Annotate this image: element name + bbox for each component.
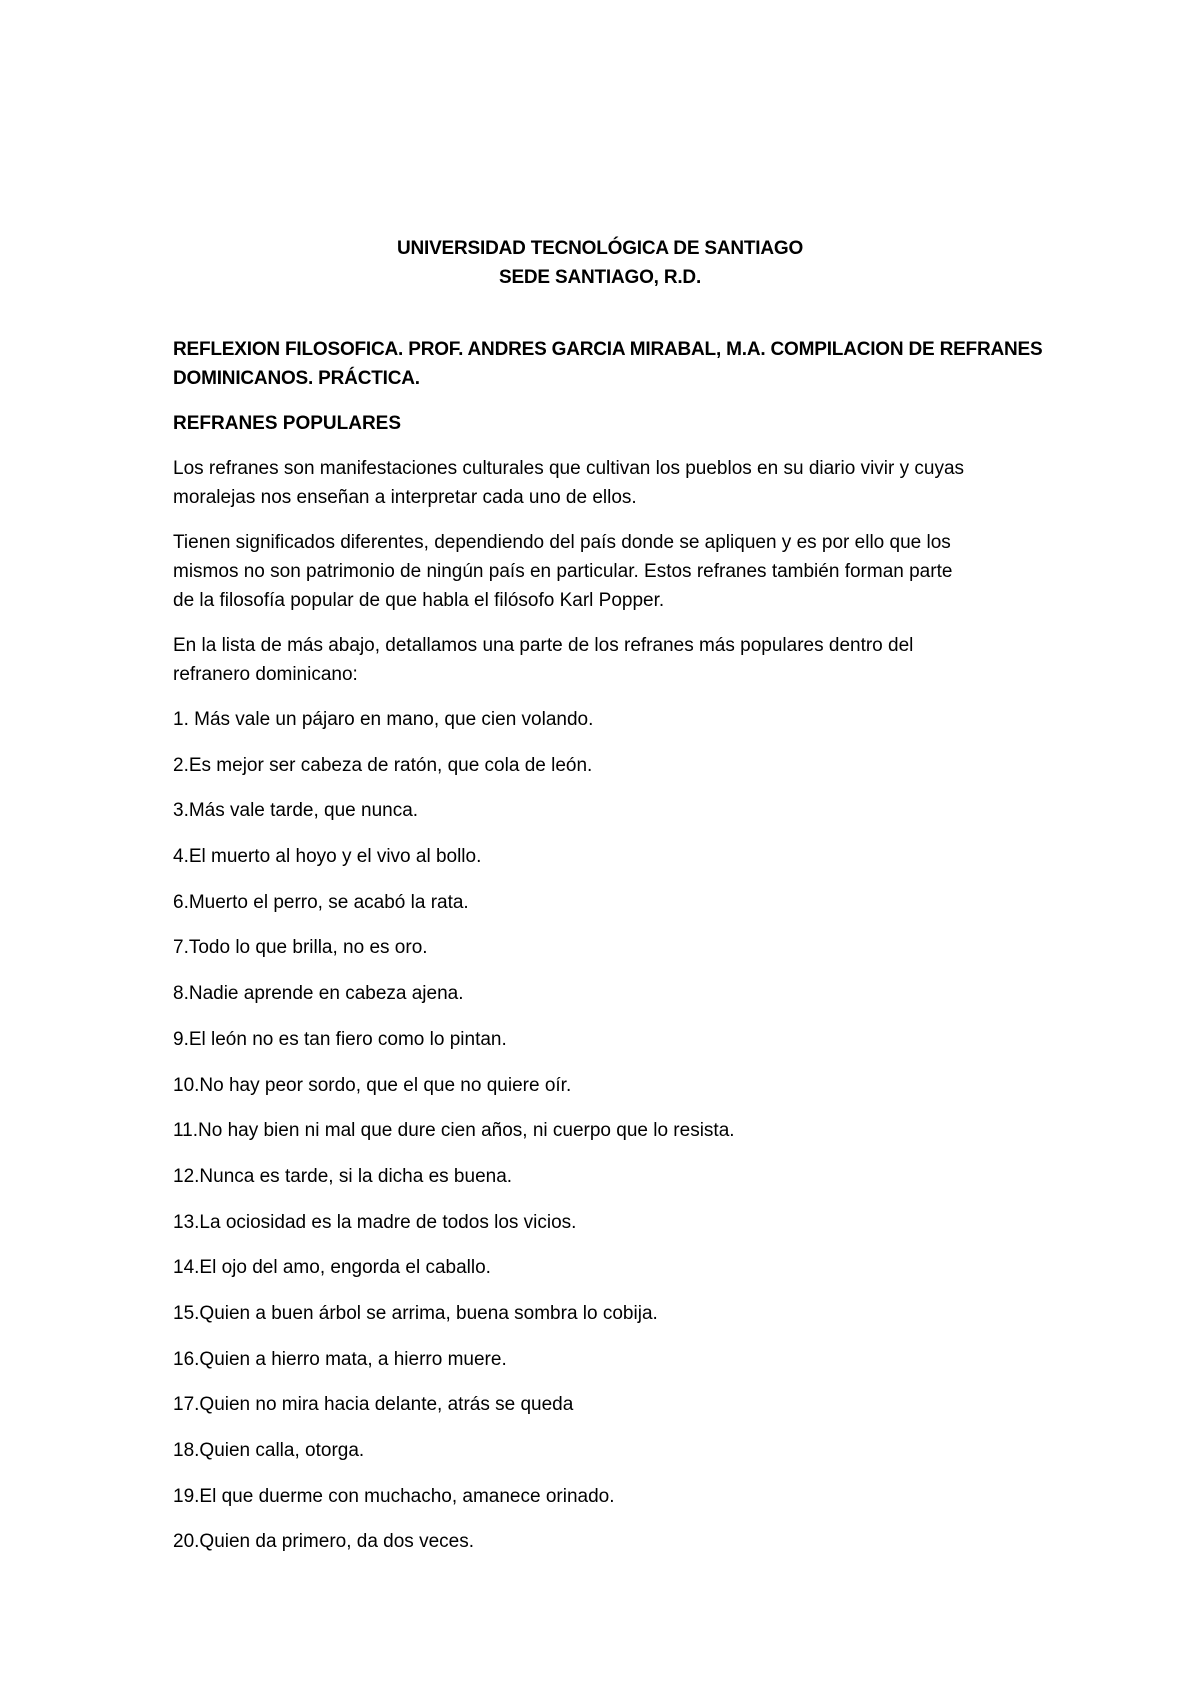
paragraph-line: de la filosofía popular de que habla el filósofo Karl Popper.	[173, 590, 665, 611]
document-title-line: DOMINICANOS. PRÁCTICA.	[173, 368, 420, 389]
list-item: 14.El ojo del amo, engorda el caballo.	[173, 1257, 491, 1279]
paragraph-line: refranero dominicano:	[173, 664, 358, 685]
paragraph-intro	[173, 454, 1053, 512]
list-item: 16.Quien a hierro mata, a hierro muere.	[173, 1348, 507, 1370]
paragraph-line: moralejas nos enseñan a interpretar cada uno de ellos.	[173, 487, 637, 508]
list-item: 20.Quien da primero, da dos veces.	[173, 1531, 475, 1553]
list-item: 15.Quien a buen árbol se arrima, buena sombra lo cobija.	[173, 1302, 658, 1324]
list-item: 17.Quien no mira hacia delante, atrás se queda	[173, 1394, 574, 1416]
list-item: 6.Muerto el perro, se acabó la rata.	[173, 891, 469, 913]
list-item: 3.Más vale tarde, que nunca.	[173, 800, 419, 822]
paragraph-list-intro	[173, 631, 1053, 689]
list-item: 19.El que duerme con muchacho, amanece orinado.	[173, 1485, 615, 1507]
refranes-list	[173, 705, 1053, 1556]
list-item: 12.Nunca es tarde, si la dicha es buena.	[173, 1165, 513, 1187]
list-item: 9.El león no es tan fiero como lo pintan.	[173, 1028, 507, 1050]
section-title: REFRANES POPULARES	[173, 413, 402, 434]
paragraph-line: Los refranes son manifestaciones culturales que cultivan los pueblos en su diario vivir y cuyas	[173, 458, 965, 479]
document-title-line: REFLEXION FILOSOFICA. PROF. ANDRES GARCIA MIRABAL, M.A. COMPILACION DE REFRANES	[173, 339, 1043, 360]
paragraph-line: En la lista de más abajo, detallamos una parte de los refranes más populares dentro del	[173, 635, 914, 656]
paragraph-line: Tienen significados diferentes, dependiendo del país donde se apliquen y es por ello que los	[173, 532, 951, 553]
list-item: 13.La ociosidad es la madre de todos los vicios.	[173, 1211, 577, 1233]
paragraph-line: mismos no son patrimonio de ningún país en particular. Estos refranes también forman parte	[173, 561, 953, 582]
document-body	[173, 335, 1053, 1573]
university-name: UNIVERSIDAD TECNOLÓGICA DE SANTIAGO	[396, 238, 804, 259]
list-item: 1. Más vale un pájaro en mano, que cien volando.	[173, 709, 594, 730]
campus-name: SEDE SANTIAGO, R.D.	[498, 267, 702, 288]
list-item: 8.Nadie aprende en cabeza ajena.	[173, 983, 464, 1005]
paragraph-meanings	[173, 528, 1053, 615]
university-header	[0, 234, 1200, 292]
list-item: 18.Quien calla, otorga.	[173, 1440, 365, 1461]
list-item: 10.No hay peor sordo, que el que no quiere oír.	[173, 1074, 572, 1096]
list-item: 2.Es mejor ser cabeza de ratón, que cola de león.	[173, 754, 593, 776]
document-title	[173, 335, 1053, 393]
list-item: 4.El muerto al hoyo y el vivo al bollo.	[173, 846, 482, 868]
list-item: 7.Todo lo que brilla, no es oro.	[173, 937, 428, 959]
list-item: 11.No hay bien ni mal que dure cien años, ni cuerpo que lo resista.	[173, 1120, 735, 1142]
